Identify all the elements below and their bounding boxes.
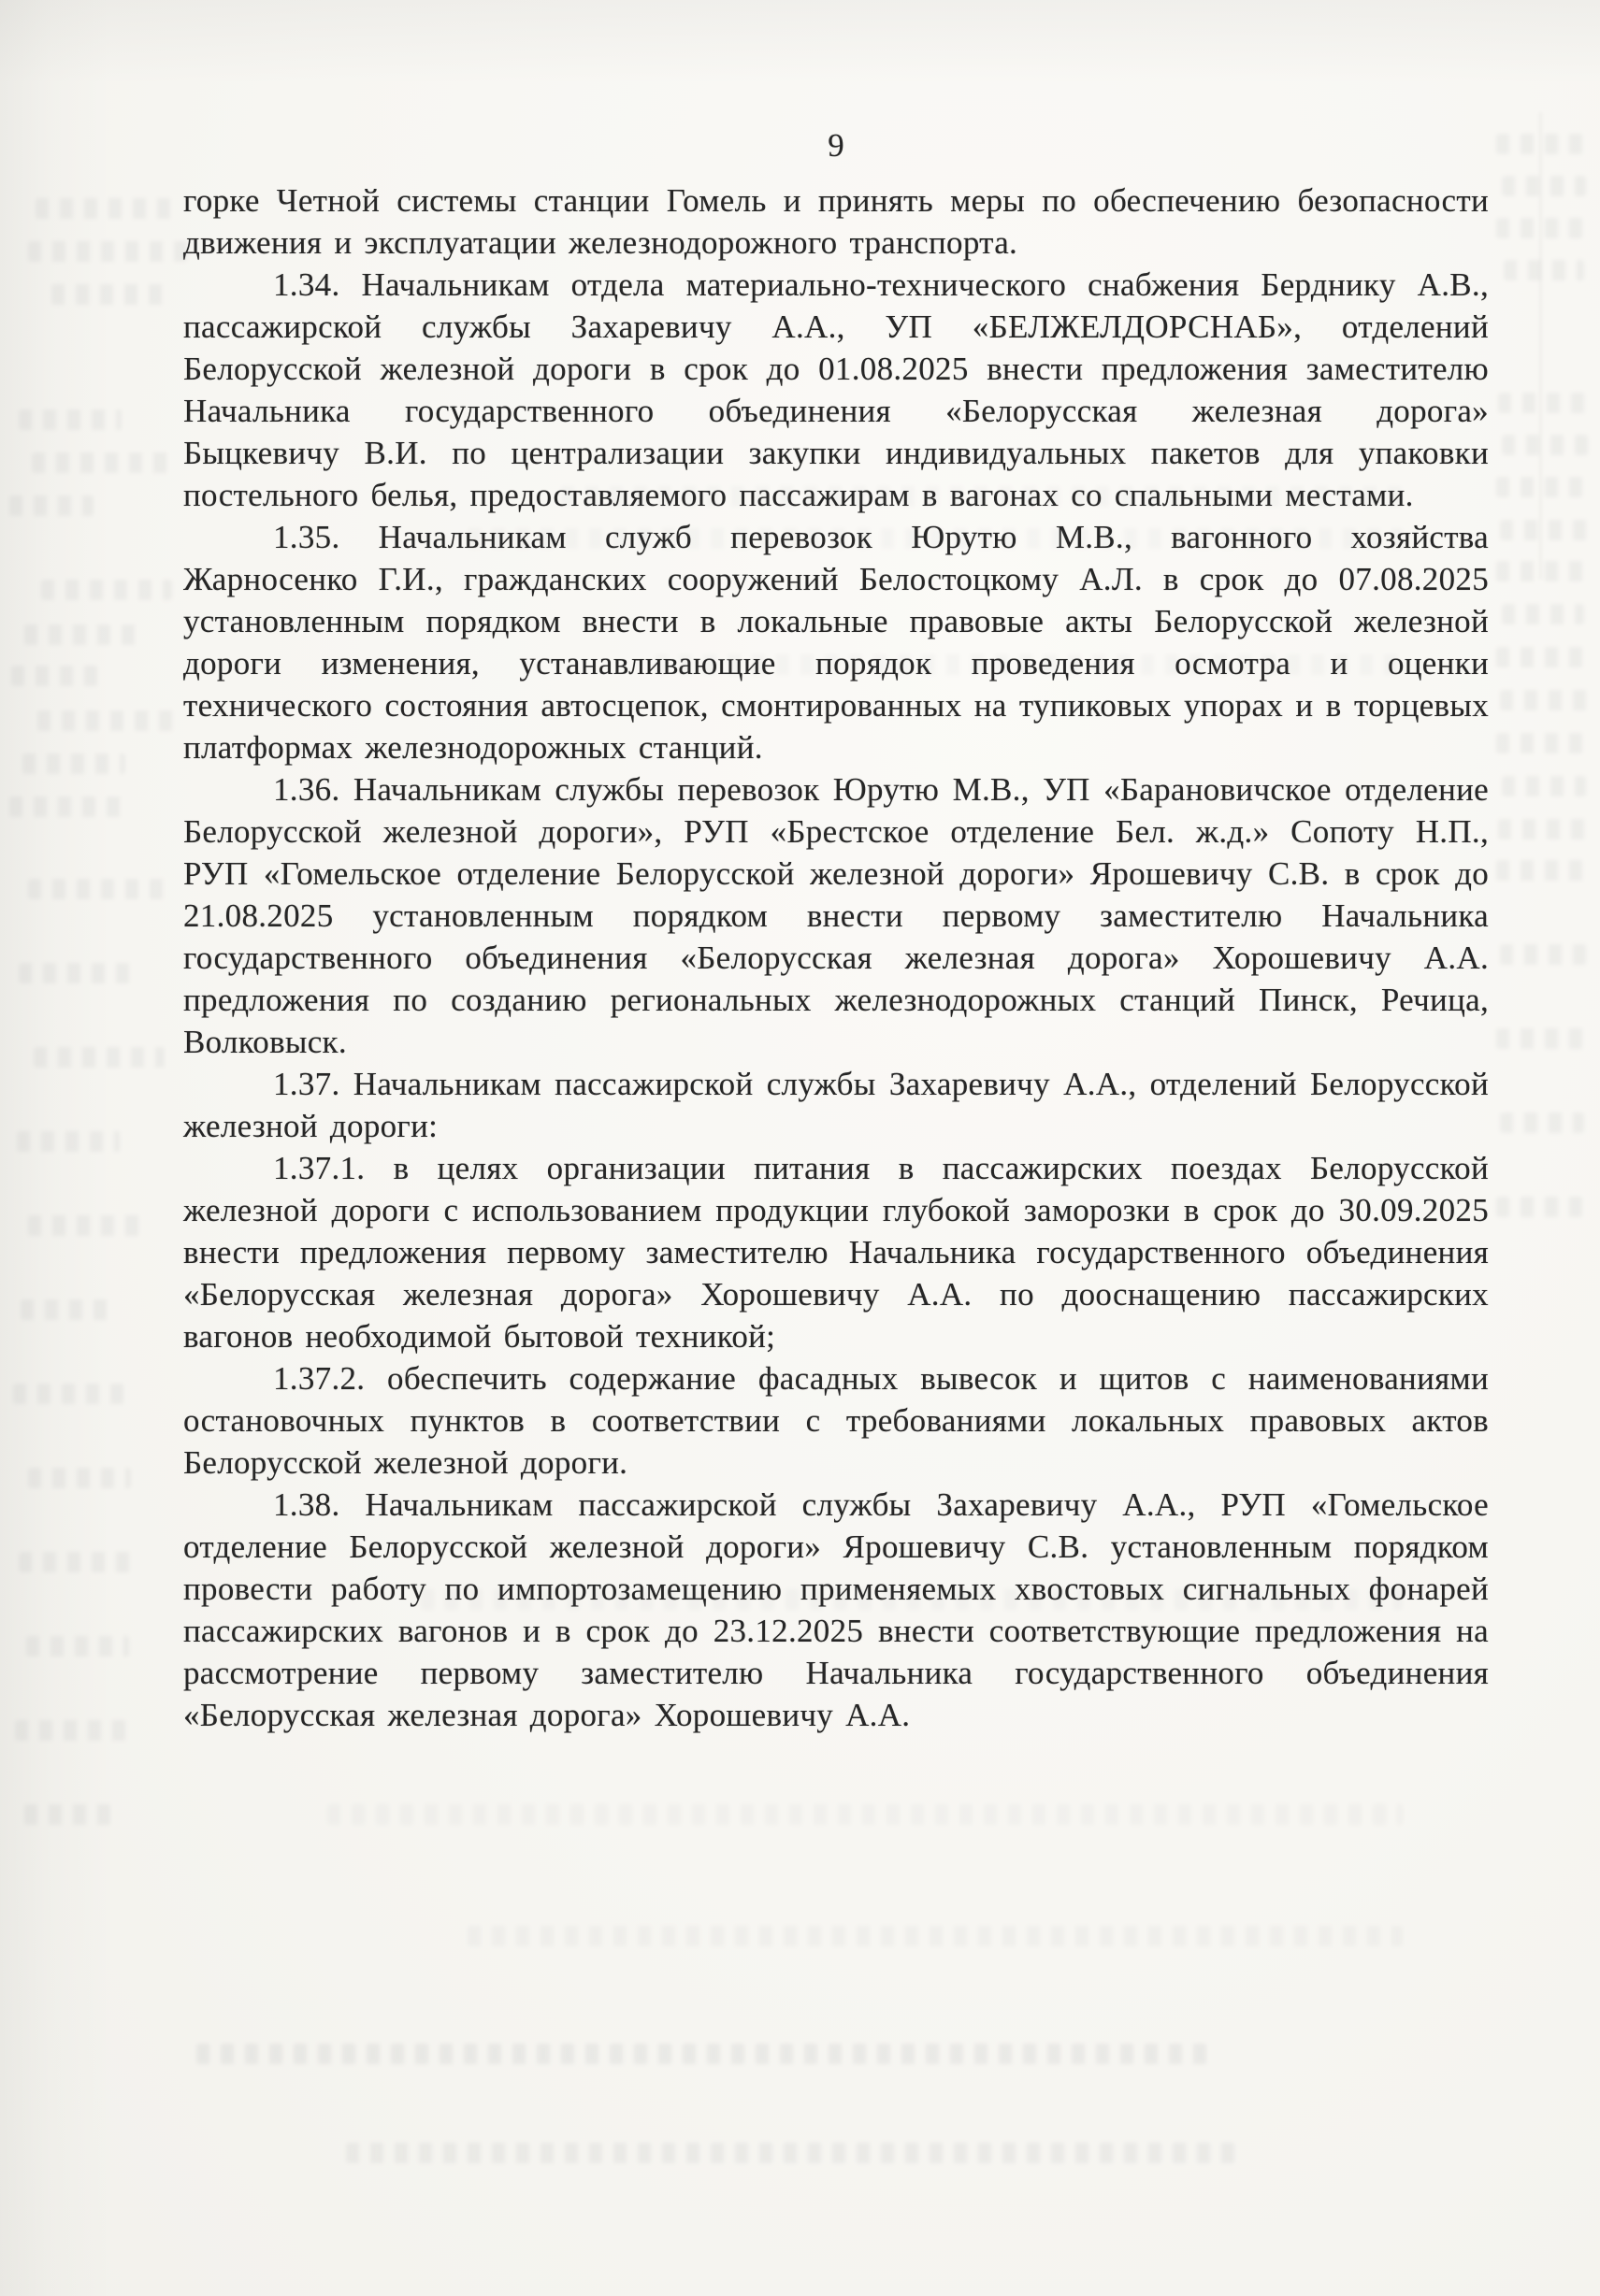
bleed-through-artifact <box>1500 520 1590 540</box>
bleed-through-artifact <box>34 1047 165 1068</box>
bleed-through-artifact <box>51 284 164 305</box>
paragraph-1-35: 1.35. Начальникам служб перевозок Юрутю М.В., вагонного хозяйства Жарносенко Г.И., гражданских сооружений Белостоцкому А.Л. в срок до 07.08.2025 установленным порядком внести в локальные правовые акты Белорусской железной дороги изменения, устанавливающие порядок проведения осмотра и оценки технического состояния автосцепок, смонтированных на тупиковых упорах и в торцевых платформах железнодорожных станций. <box>183 519 1489 766</box>
bleed-through-artifact <box>1502 176 1586 196</box>
paragraph-1-37: 1.37. Начальникам пассажирской службы Захаревичу А.А., отделений Белорусской железной дороги: <box>183 1066 1489 1144</box>
bleed-through-artifact <box>1498 393 1592 413</box>
bleed-through-artifact <box>1496 647 1590 667</box>
bleed-through-artifact <box>11 666 105 686</box>
bleed-through-artifact <box>1496 561 1590 581</box>
bleed-through-artifact <box>17 1131 120 1152</box>
bleed-through-artifact <box>13 1384 125 1404</box>
bleed-through-artifact <box>19 409 122 430</box>
bleed-through-artifact <box>1496 134 1590 154</box>
bleed-through-artifact <box>468 1926 1403 1946</box>
bleed-through-artifact <box>22 753 125 774</box>
paragraph-1-38: 1.38. Начальникам пассажирской службы Захаревичу А.А., РУП «Гомельское отделение Белорусской железной дороги» Ярошевичу С.В. установленным порядком провести работу по импортозамещению применяемых хвостовых сигнальных фонарей пассажирских вагонов и в срок до 23.12.2025 внести соответствующие предложения на рассмотрение первому заместителю Начальника государственного объединения «Белорусская железная дорога» Хорошевичу А.А. <box>183 1486 1489 1733</box>
bleed-through-artifact <box>15 1720 127 1741</box>
bleed-through-artifact <box>1496 218 1593 238</box>
paragraph-1-36: 1.36. Начальникам службы перевозок Юрутю М.В., УП «Барановичское отделение Белорусской железной дороги», РУП «Брестское отделение Бел. ж.д.» Сопоту Н.П., РУП «Гомельское отделение Белорусской железной дороги» Ярошевичу С.В. в срок до 21.08.2025 установленным порядком внести первому заместителю Начальника государственного объединения «Белорусская железная дорога» Хорошевичу А.А. предложения по созданию региональных железнодорожных станций Пинск, Речица, Волковыск. <box>183 771 1489 1060</box>
bleed-through-artifact <box>9 796 131 817</box>
bleed-through-artifact <box>19 963 131 983</box>
bleed-through-artifact <box>1502 776 1586 796</box>
bleed-through-artifact <box>28 1468 131 1488</box>
paragraph-continuation: горке Четной системы станции Гомель и принять меры по обеспечению безопасности движения и эксплуатации железнодорожного транспорта. <box>183 182 1489 261</box>
bleed-through-artifact <box>21 1299 114 1320</box>
bleed-through-artifact <box>196 2044 1216 2064</box>
bleed-through-artifact <box>1502 604 1584 624</box>
bleed-through-artifact <box>1504 260 1584 280</box>
bleed-through-artifact <box>1500 1112 1584 1133</box>
bleed-through-artifact <box>9 495 94 516</box>
document-body <box>183 179 1489 1736</box>
bleed-through-artifact <box>1502 435 1588 455</box>
paragraph-1-37-1: 1.37.1. в целях организации питания в пассажирских поездах Белорусской железной дороги с использованием продукции глубокой заморозки в срок до 30.09.2025 внести предложения первому заместителю Начальника государственного объединения «Белорусская железная дорога» Хорошевичу А.А. по дооснащению пассажирских вагонов необходимой бытовой техникой; <box>183 1150 1489 1355</box>
bleed-through-artifact <box>37 710 178 731</box>
bleed-through-artifact <box>1496 1028 1588 1049</box>
bleed-through-artifact <box>28 241 187 262</box>
bleed-through-artifact <box>327 1804 1403 1825</box>
page-number: 9 <box>828 127 844 164</box>
bleed-through-artifact <box>24 1804 118 1825</box>
bleed-through-artifact <box>28 879 168 899</box>
bleed-through-artifact <box>346 2143 1244 2163</box>
bleed-through-artifact <box>1496 860 1590 881</box>
bleed-through-artifact <box>28 1215 150 1236</box>
bleed-through-artifact <box>36 198 176 219</box>
bleed-through-artifact <box>32 452 172 473</box>
bleed-through-artifact <box>1500 944 1586 965</box>
bleed-through-artifact <box>26 1636 129 1657</box>
bleed-through-artifact <box>24 624 137 645</box>
scan-fold-streak <box>1539 112 1542 580</box>
bleed-through-artifact <box>1496 1197 1586 1217</box>
bleed-through-artifact <box>1500 690 1588 710</box>
bleed-through-artifact <box>1496 733 1590 753</box>
bleed-through-artifact <box>41 580 172 600</box>
bleed-through-artifact <box>1498 819 1588 839</box>
paragraph-1-37-2: 1.37.2. обеспечить содержание фасадных вывесок и щитов с наименованиями остановочных пунктов в соответствии с требованиями локальных правовых актов Белорусской железной дороги. <box>183 1360 1489 1481</box>
paragraph-1-34: 1.34. Начальникам отдела материально-технического снабжения Берднику А.В., пассажирской службы Захаревичу А.А., УП «БЕЛЖЕЛДОРСНАБ», отделений Белорусской железной дороги в срок до 01.08.2025 внести предложения заместителю Начальника государственного объединения «Белорусская железная дорога» Быцкевичу В.И. по централизации закупки индивидуальных пакетов для упаковки постельного белья, предоставляемого пассажирам в вагонах со спальными местами. <box>183 266 1489 513</box>
bleed-through-artifact <box>19 1552 140 1572</box>
bleed-through-artifact <box>1496 477 1593 497</box>
